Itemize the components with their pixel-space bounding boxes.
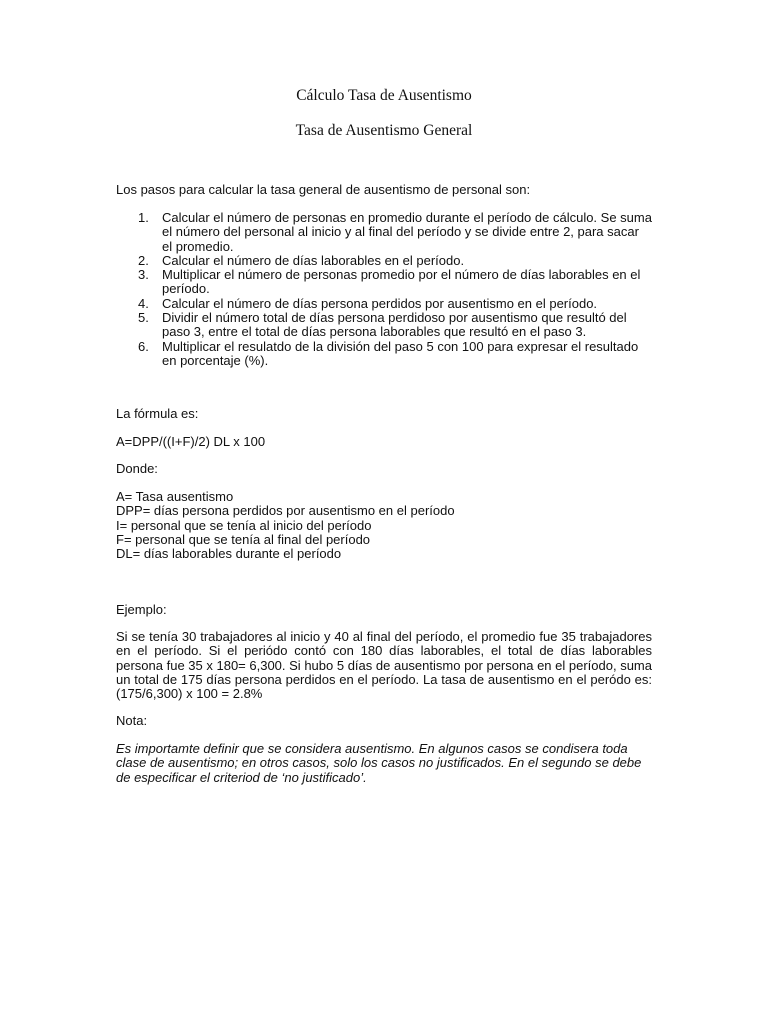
step-number: 3. (138, 267, 149, 283)
nota-label: Nota: (116, 713, 148, 728)
step-text: Calcular el número de personas en promedio durante el período de cálculo. Se suma el número del personal al inicio y al final del período y se divide entre 2, para sacar el promedio. (162, 210, 652, 254)
step-number: 2. (138, 252, 149, 268)
steps-list (116, 211, 652, 368)
definition-item: F= personal que se tenía al final del período (116, 531, 371, 547)
step-text: Multiplicar el resulatdo de la división del paso 5 con 100 para expresar el resultado en porcentaje (%). (162, 338, 639, 368)
list-item (116, 297, 652, 311)
list-item (116, 311, 652, 340)
step-number: 5. (138, 310, 149, 326)
formula-label: La fórmula es: (116, 406, 199, 421)
step-text: Calcular el número de días laborables en el período. (162, 252, 465, 268)
step-text: Multiplicar el número de personas promedio por el número de días laborables en el período. (162, 267, 641, 297)
step-number: 6. (138, 338, 149, 354)
formula: A=DPP/((I+F)/2) DL x 100 (116, 434, 266, 449)
ejemplo-label: Ejemplo: (116, 602, 167, 617)
list-item (116, 268, 652, 297)
step-number: 4. (138, 295, 149, 311)
definition-item: A= Tasa ausentismo (116, 489, 234, 504)
list-item (116, 211, 652, 254)
ejemplo-paragraph: Si se tenía 30 trabajadores al inicio y 40 al final del período, el promedio fue 35 trabajadores en el período. Si el periódo contó con 180 días laborables, el total de días laborables persona fue 35 x 180= 6,300. Si hubo 5 días de ausentismo por persona en el período, suma un total de 175 días persona perdidos en el período. La tasa de ausentismo en el peródo es: (175/6,300) x 100 = 2.8% (116, 629, 652, 702)
intro-paragraph: Los pasos para calcular la tasa general de ausentismo de personal son: (116, 182, 531, 197)
nota-paragraph: Es importamte definir que se considera ausentismo. En algunos casos se condisera toda clase de ausentismo; en otros casos, solo los casos no justificados. En el segundo se debe de especificar el criteriod de ‘no justificado’. (116, 741, 642, 785)
step-text: Calcular el número de días persona perdidos por ausentismo en el período. (162, 295, 598, 311)
step-text: Dividir el número total de días persona perdidoso por ausentismo que resultó del paso 3, entre el total de días persona laborables que resultó en el paso 3. (162, 310, 627, 340)
definition-item: I= personal que se tenía al inicio del período (116, 517, 372, 533)
document-subtitle: Tasa de Ausentismo General (295, 122, 473, 139)
definitions-list (116, 490, 652, 561)
list-item (116, 254, 652, 268)
document-title: Cálculo Tasa de Ausentismo (296, 87, 472, 104)
donde-label: Donde: (116, 461, 158, 476)
definition-item: DPP= días persona perdidos por ausentismo en el período (116, 503, 455, 519)
step-number: 1. (138, 210, 149, 225)
list-item (116, 340, 652, 369)
definition-item: DL= días laborables durante el período (116, 546, 342, 562)
